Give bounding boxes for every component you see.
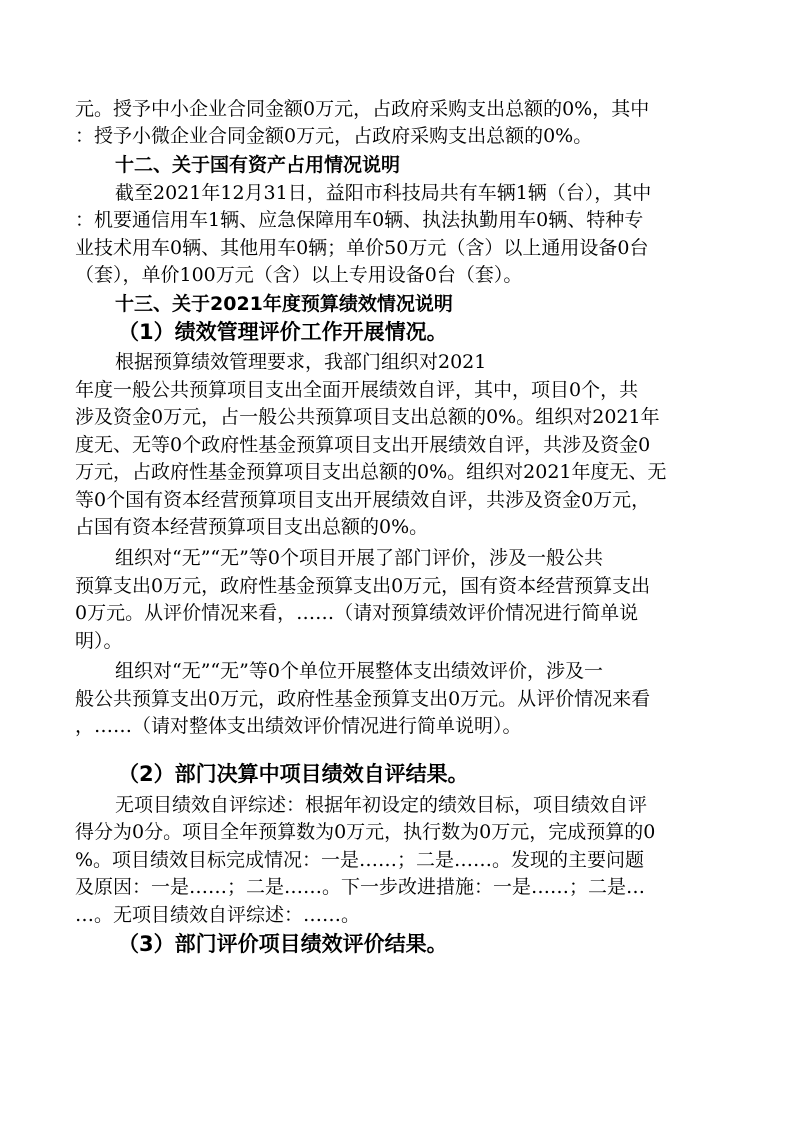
- text-line: 万元，占政府性基金预算项目支出总额的0%。组织对2021年度无、无: [75, 461, 667, 483]
- text-line: 截至2021年12月31日，益阳市科技局共有车辆1辆（台），其中: [115, 182, 652, 204]
- subsection-heading-2: （2）部门决算中项目绩效自评结果。: [118, 762, 469, 786]
- text-line: （套），单价100万元（含）以上专用设备0台（套）。: [75, 264, 523, 286]
- text-line: 年度一般公共预算项目支出全面开展绩效自评，其中，项目0个，共: [75, 379, 639, 401]
- text-line: …。无项目绩效自评综述：……。: [75, 904, 361, 926]
- text-line: ：机要通信用车1辆、应急保障用车0辆、执法执勤用车0辆、特种专: [75, 209, 644, 231]
- section-heading-12: 十二、关于国有资产占用情况说明: [115, 154, 401, 176]
- text-line: %。项目绩效目标完成情况：一是……；二是……。发现的主要问题: [75, 849, 645, 871]
- text-line: ：授予小微企业合同金额0万元，占政府采购支出总额的0%。: [75, 125, 593, 147]
- text-line: ，……（请对整体支出绩效评价情况进行简单说明）。: [75, 715, 522, 737]
- text-line: 得分为0分。项目全年预算数为0万元，执行数为0万元，完成预算的0: [75, 821, 656, 843]
- text-line: 占国有资本经营预算项目支出总额的0%。: [75, 516, 429, 538]
- text-line: 0万元。从评价情况来看，……（请对预算绩效评价情况进行简单说: [75, 602, 639, 624]
- text-line: 无项目绩效自评综述：根据年初设定的绩效目标，项目绩效自评: [115, 794, 648, 816]
- text-line: 及原因：一是……；二是……。下一步改进措施：一是……；二是…: [75, 876, 646, 898]
- subsection-heading-1: （1）绩效管理评价工作开展情况。: [118, 320, 448, 344]
- section-heading-13: 十三、关于2021年度预算绩效情况说明: [115, 293, 453, 315]
- text-line: 元。授予中小企业合同金额0万元，占政府采购支出总额的0%，其中: [75, 98, 650, 120]
- text-line: 业技术用车0辆、其他用车0辆；单价50万元（含）以上通用设备0台: [75, 237, 649, 259]
- text-line: 预算支出0万元，政府性基金预算支出0万元，国有资本经营预算支出: [75, 575, 651, 597]
- text-line: 组织对“无”“无”等0个单位开展整体支出绩效评价，涉及一: [115, 660, 603, 682]
- text-line: 明）。: [75, 630, 123, 652]
- text-line: 般公共预算支出0万元，政府性基金预算支出0万元。从评价情况来看: [75, 688, 651, 710]
- text-line: 等0个国有资本经营预算项目支出开展绩效自评，共涉及资金0万元，: [75, 489, 651, 511]
- text-line: 根据预算绩效管理要求，我部门组织对2021: [115, 351, 487, 373]
- text-line: 涉及资金0万元，占一般公共预算项目支出总额的0%。组织对2021年: [75, 406, 660, 428]
- text-line: 度无、无等0个政府性基金预算项目支出开展绩效自评，共涉及资金0: [75, 434, 651, 456]
- text-line: 组织对“无”“无”等0个项目开展了部门评价，涉及一般公共: [115, 547, 603, 569]
- subsection-heading-3: （3）部门评价项目绩效评价结果。: [118, 932, 448, 956]
